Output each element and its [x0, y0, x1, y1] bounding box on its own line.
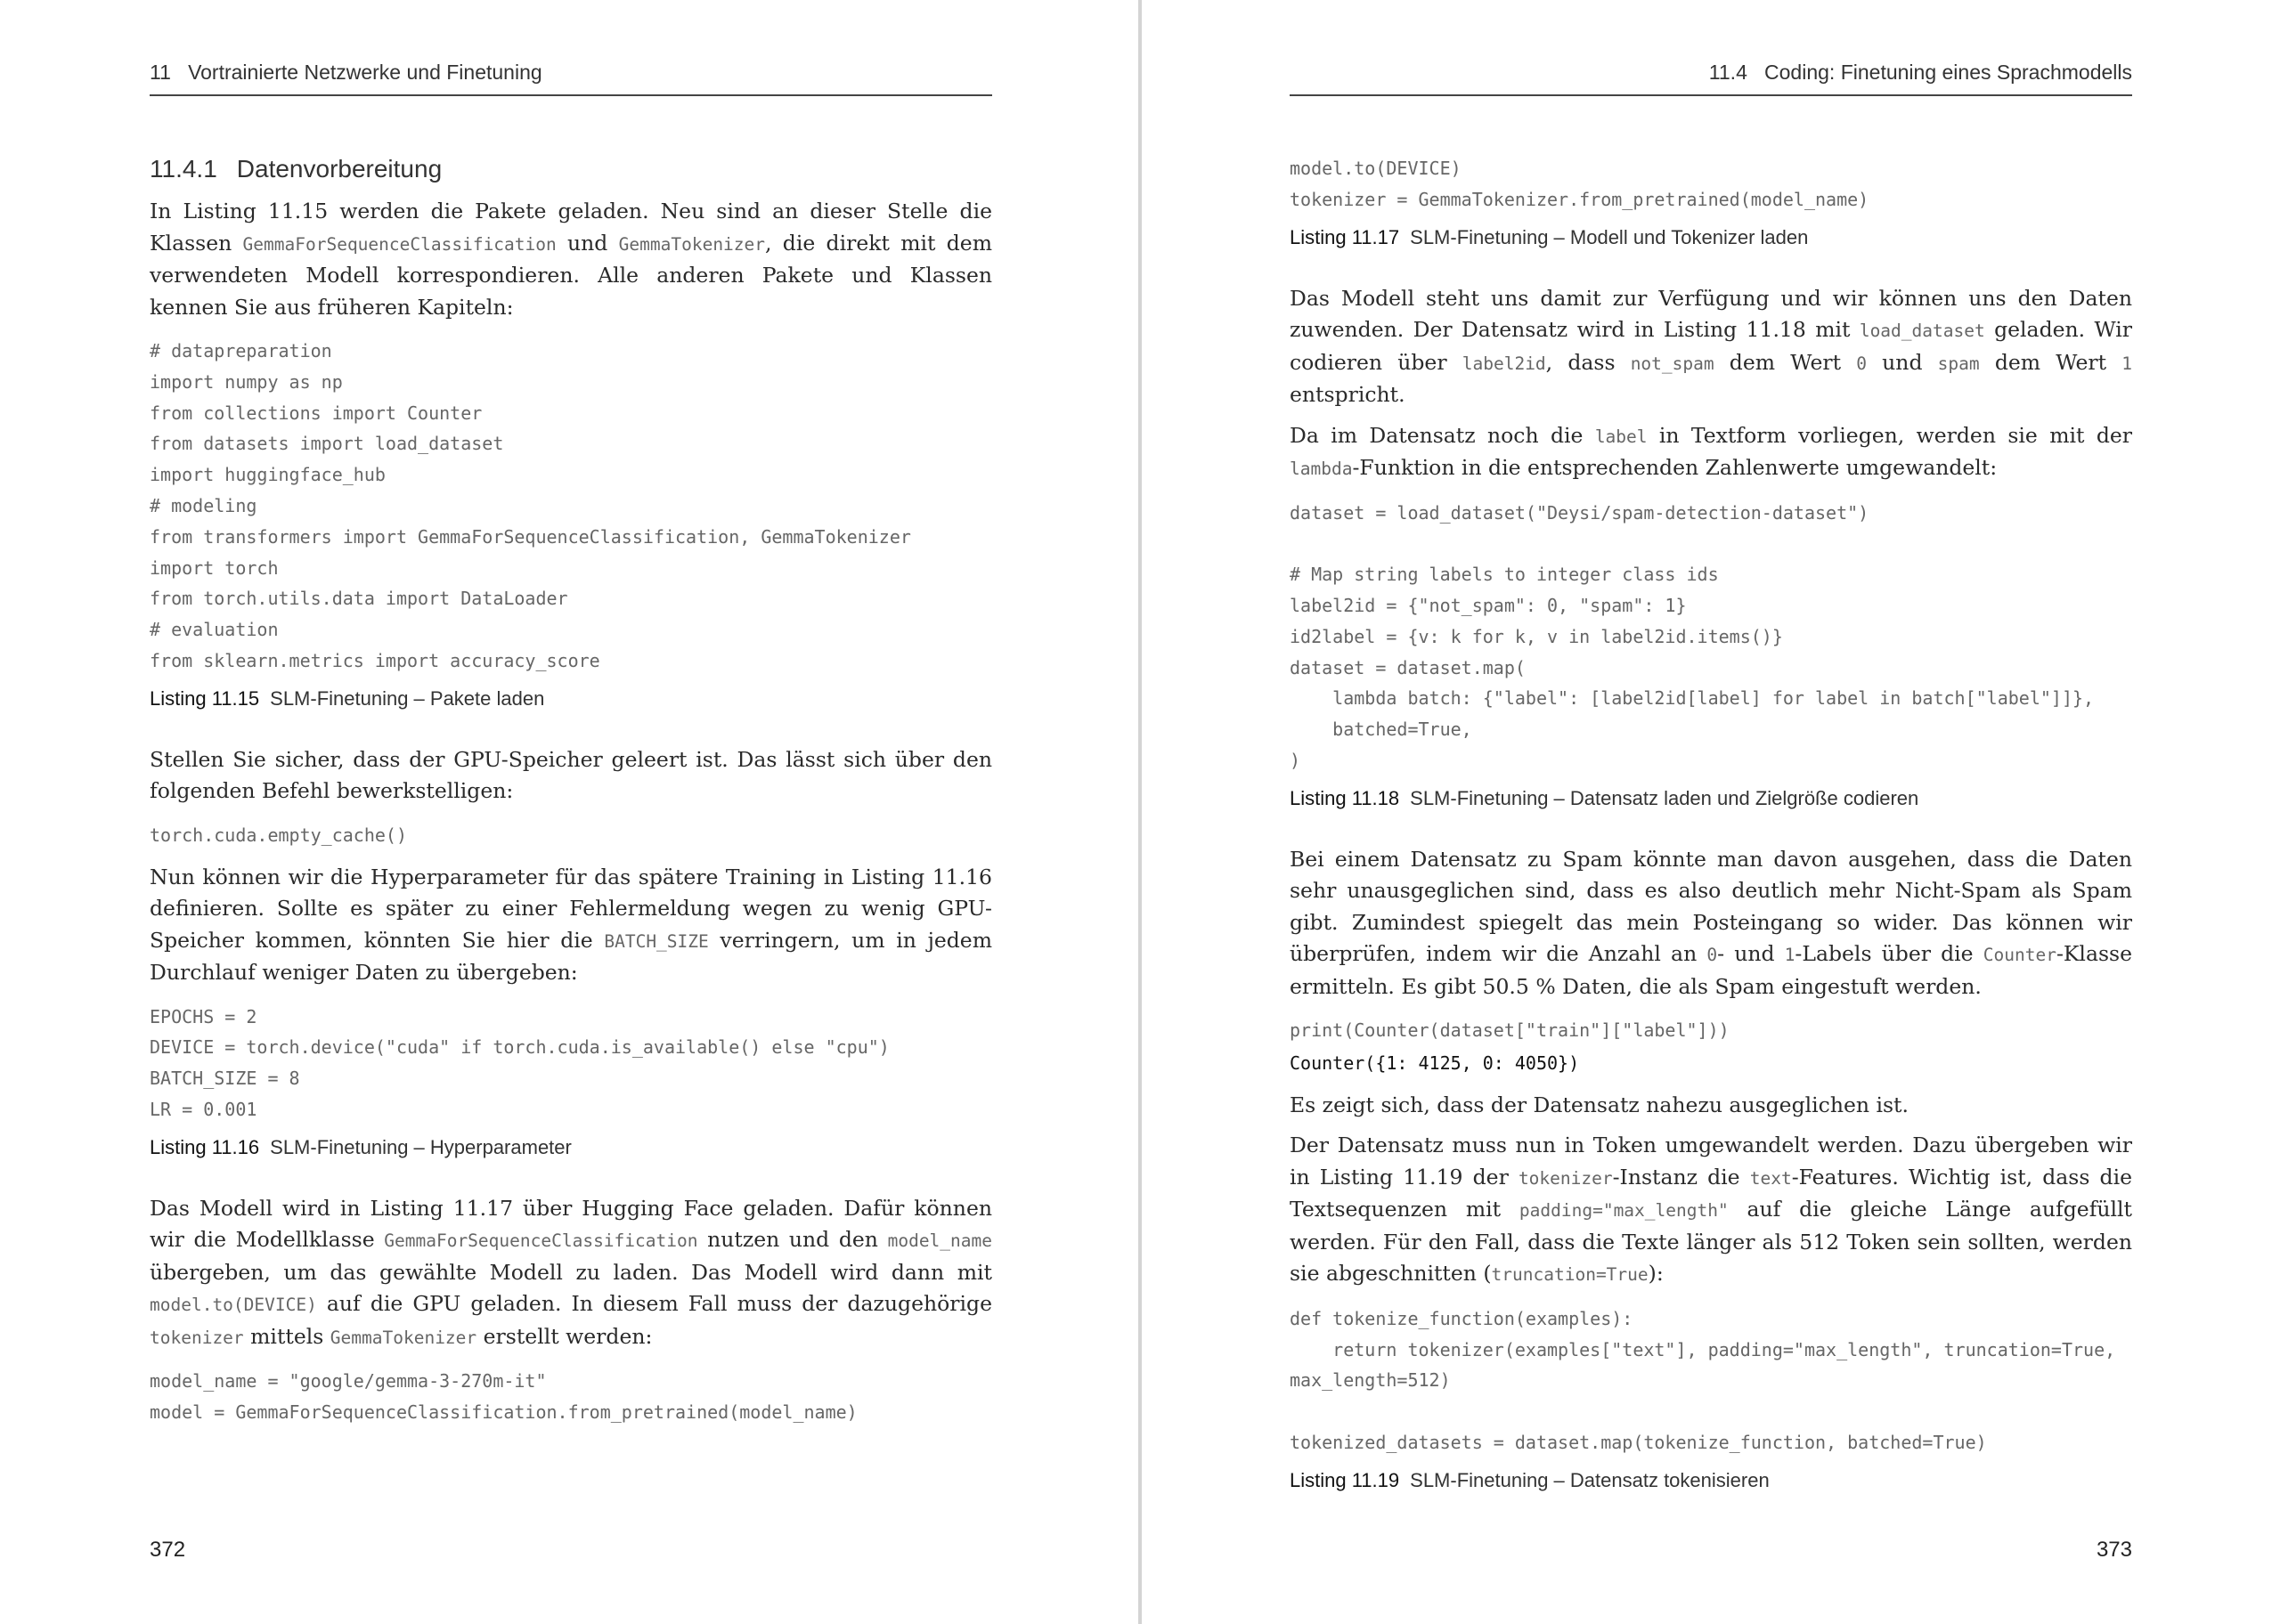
code-listing: EPOCHS = 2 DEVICE = torch.device("cuda" if torch.cuda.is_available() else "cpu") BATCH_SIZE = 8 LR = 0.001 — [150, 1005, 890, 1120]
listing-caption: Listing 11.15 SLM-Finetuning – Pakete laden — [150, 686, 545, 710]
paragraph: Da im Datensatz noch die label in Textform vorliegen, werden sie mit der lambda-Funktion in die entsprechenden Zahlenwerte umgewandelt: — [1290, 422, 2133, 481]
paragraph: Der Datensatz muss nun in Token umgewandelt werden. Dazu übergeben wir in Listing 11.19 der tokenizer-Instanz die text-Features. Wichtig ist, dass die Textsequenzen mit padding="max_length" auf die gleiche Länge aufgefüllt werden. Für den Fall, dass die Texte länger als 512 Token sein sollten, werden sie abgeschnitten (truncation=True): — [1290, 1133, 2132, 1287]
code-listing: model_name = "google/gemma-3-270m-it" model = GemmaForSequenceClassification.from_pretrained(model_name) — [150, 1370, 858, 1424]
header-chapter: 11 Vortrainierte Netzwerke und Finetuning — [150, 61, 542, 84]
paragraph: Das Modell wird in Listing 11.17 über Hugging Face geladen. Dafür können wir die Modellklasse GemmaForSequenceClassification nutzen und den model_name übergeben, um das gewählte Modell zu laden. Das Modell wird dann mit model.to(DEVICE) auf die GPU geladen. In diesem Fall muss der dazugehörige tokenizer mittels GemmaTokenizer erstellt werden: — [150, 1195, 992, 1349]
page-number: 372 — [150, 1538, 186, 1562]
code-output: Counter({1: 4125, 0: 4050}) — [1290, 1052, 1580, 1075]
page-content — [150, 151, 992, 1439]
paragraph: Stellen Sie sicher, dass der GPU-Speicher geleert ist. Das lässt sich über den folgenden Befehl bewerkstelligen: — [150, 746, 992, 804]
running-header — [150, 59, 992, 96]
listing-caption: Listing 11.19 SLM-Finetuning – Datensatz tokenisieren — [1290, 1468, 1770, 1491]
code-listing: torch.cuda.empty_cache() — [150, 824, 407, 846]
listing-caption: Listing 11.17 SLM-Finetuning – Modell und Tokenizer laden — [1290, 225, 1809, 248]
section-heading: 11.4.1 Datenvorbereitung — [150, 155, 443, 183]
paragraph: Es zeigt sich, dass der Datensatz nahezu ausgeglichen ist. — [1290, 1092, 1909, 1117]
page-number: 373 — [2096, 1538, 2132, 1562]
paragraph: Bei einem Datensatz zu Spam könnte man davon ausgehen, dass die Daten sehr unausgeglichen sind, dass es also deutlich mehr Nicht-Spam als Spam gibt. Zumindest spiegelt das mein Posteingang so wider. Das können wir überprüfen, indem wir die Anzahl an 0- und 1-Labels über die Counter-Klasse ermitteln. Es gibt 50.5 % Daten, die als Spam eingestuft werden. — [1290, 846, 2132, 999]
code-listing: # datapreparation import numpy as np from collections import Counter from datasets import load_dataset import huggingface_hub # modeling from transformers import GemmaForSequenceClassification, GemmaTokenizer import torch from torch.utils.data import DataLoader # evaluation from sklearn.metrics import accuracy_score — [150, 340, 911, 671]
right-page — [1142, 0, 2280, 1624]
code-listing: def tokenize_function(examples): return tokenizer(examples["text"], padding="max_length", truncation=True, max_length=512) tokenized_datasets = dataset.map(tokenize_function, batched=True) — [1290, 1307, 2116, 1454]
code-listing: print(Counter(dataset["train"]["label"])) — [1290, 1019, 1730, 1042]
page-content — [1290, 153, 2132, 1526]
listing-caption: Listing 11.18 SLM-Finetuning – Datensatz laden und Zielgröße codieren — [1290, 786, 1919, 809]
left-page — [0, 0, 1138, 1624]
paragraph: In Listing 11.15 werden die Pakete geladen. Neu sind an dieser Stelle die Klassen GemmaForSequenceClassification und GemmaTokenizer, die direkt mit dem verwendeten Modell korrespondieren. Alle anderen Pakete und Klassen kennen Sie aus früheren Kapiteln: — [150, 199, 992, 320]
code-listing: model.to(DEVICE) tokenizer = GemmaTokenizer.from_pretrained(model_name) — [1290, 158, 1869, 210]
running-header — [1290, 59, 2132, 96]
paragraph: Das Modell steht uns damit zur Verfügung und wir können uns den Daten zuwenden. Der Datensatz wird in Listing 11.18 mit load_dataset geladen. Wir codieren über label2id, dass not_spam dem Wert 0 und spam dem Wert 1 entspricht. — [1290, 285, 2133, 408]
header-section: 11.4 Coding: Finetuning eines Sprachmodells — [1708, 61, 2132, 84]
code-listing: dataset = load_dataset("Deysi/spam-detection-dataset") # Map string labels to integer class ids label2id = {"not_spam": 0, "spam": 1} id2label = {v: k for k, v in label2id.items()} dataset = dataset.map( lambda batch: {"label": [label2id[label] for label in batch["label"]]}, batched=True, ) — [1290, 501, 2095, 771]
listing-caption: Listing 11.16 SLM-Finetuning – Hyperparameter — [150, 1135, 572, 1158]
paragraph: Nun können wir die Hyperparameter für das spätere Training in Listing 11.16 definieren. Sollte es später zu einer Fehlermeldung wegen zu wenig GPU-Speicher kommen, könnten Sie hier die BATCH_SIZE verringern, um in jedem Durchlauf weniger Daten zu übergeben: — [150, 864, 992, 986]
